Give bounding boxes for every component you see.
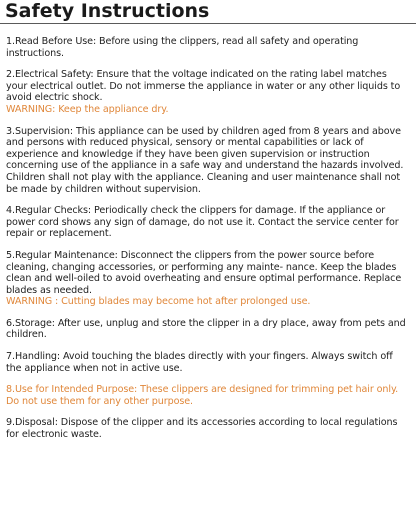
instruction-4 [6,205,408,240]
instruction-1 [6,36,408,59]
instruction-3-text: 3.Supervision: This appliance can be used by children aged from 8 years and above and persons with reduced physical, sensory or mental capabilities or lack of experience and knowledge if they have been given supervision or instruction concerning use of the appliance in a safe way and understand the hazards involved. Children shall not play with the appliance. Cleaning and user maintenance shall not be made by children without supervision. [6,125,404,195]
instruction-2 [6,69,408,115]
instruction-6-text: 6.Storage: After use, unplug and store the clipper in a dry place, away from pets and children. [6,317,406,341]
instruction-8-text: 8.Use for Intended Purpose: These clippers are designed for trimming pet hair only. Do not use them for any other purpose. [6,384,399,407]
instruction-5-text: 5.Regular Maintenance: Disconnect the clippers from the power source before cleaning, changing accessories, or performing any mainte- nance. Keep the blades clean and well-oiled to avoid overheating and ensure optimal performance. Replace blades as needed. [6,249,402,296]
instruction-list [0,24,416,441]
instruction-9-text: 9.Disposal: Dispose of the clipper and its accessories according to local regulations for electronic waste. [6,417,398,441]
instruction-8 [6,384,408,407]
instruction-5 [6,250,408,308]
instruction-2-warning: WARNING: Keep the appliance dry. [6,103,169,115]
instruction-6 [6,318,408,341]
instruction-5-warning: WARNING : Cutting blades may become hot after prolonged use. [6,296,311,308]
instruction-2-text: 2.Electrical Safety: Ensure that the voltage indicated on the rating label matches your electrical outlet. Do not immerse the appliance in water or any other liquids to avoid electric shock. [6,69,401,104]
instruction-3 [6,126,408,196]
instruction-1-text: 1.Read Before Use: Before using the clippers, read all safety and operating instructions. [6,36,359,59]
instruction-4-text: 4.Regular Checks: Periodically check the clippers for damage. If the appliance or power cord shows any sign of damage, do not use it. Contact the service center for repair or replacement. [6,205,399,240]
instruction-7 [6,351,408,374]
page-title: Safety Instructions [5,0,210,22]
instruction-9 [6,417,408,440]
instruction-7-text: 7.Handling: Avoid touching the blades directly with your fingers. Always switch off the appliance when not in active use. [6,351,393,374]
